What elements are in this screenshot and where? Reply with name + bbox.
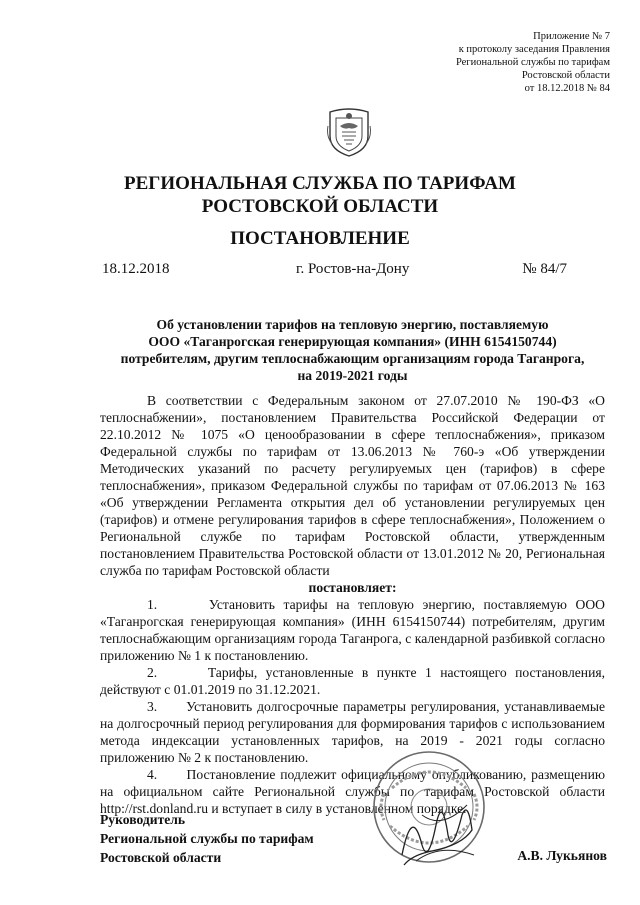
document-body bbox=[100, 392, 605, 817]
signer-title-line: Ростовской области bbox=[100, 850, 222, 865]
agency-name-line2: РОСТОВСКОЙ ОБЛАСТИ bbox=[201, 196, 439, 217]
preamble-paragraph: В соответствии с Федеральным законом от 27.07.2010 № 190-ФЗ «О теплоснабжении», постановлением Правительства Российской Федерации от 22.10.2012 № 1075 «О ценообразовании в сфере теплоснабжения», приказом Федеральной службы по тарифам от 13.06.2013 № 760-э «Об утверждении Методических указаний по расчету регулируемых цен (тарифов) в сфере теплоснабжения», приказом Федеральной службы по тарифам от 07.06.2013 № 163 «Об утверждении Регламента открытия дел об установлении регулируемых цен (тарифов) и отмене регулирования тарифов в сфере теплоснабжения», Положением о Региональной службе по тарифам Ростовской области, утвержденным постановлением Правительства Ростовской области от 13.01.2012 № 20, Региональная служба по тарифам Ростовской области bbox=[100, 393, 605, 578]
appendix-line: Приложение № 7 bbox=[533, 31, 610, 42]
subject-line: на 2019-2021 годы bbox=[297, 368, 408, 383]
appendix-line: Ростовской области bbox=[521, 70, 610, 81]
signer-title bbox=[100, 810, 314, 867]
list-item: 4. Постановление подлежит официальному опубликованию, размещению на официальном сайте Региональной службы по тарифам Ростовской области http://rst.donland.ru и вступает в силу в установленном порядке. bbox=[100, 767, 605, 816]
document-subject bbox=[100, 316, 605, 384]
appendix-line: к протоколу заседания Правления bbox=[458, 44, 610, 55]
list-item: 3. Установить долгосрочные параметры регулирования, устанавливаемые на долгосрочный период регулирования для формирования тарифов с использованием метода индексации установленных тарифов, на 2019 - 2021 годы согласно приложению № 2 к постановлению. bbox=[100, 699, 605, 765]
list-item: 2. Тарифы, установленные в пункте 1 настоящего постановления, действуют с 01.01.2019 по 31.12.2021. bbox=[100, 665, 605, 697]
signer-title-line: Региональной службы по тарифам bbox=[100, 831, 314, 846]
subject-line: потребителям, другим теплоснабжающим организациям города Таганрога, bbox=[120, 351, 585, 366]
handwritten-signature-icon bbox=[392, 785, 482, 875]
document-city: г. Ростов-на-Дону bbox=[296, 261, 410, 277]
document-number: № 84/7 bbox=[522, 261, 567, 277]
document-date: 18.12.2018 bbox=[102, 261, 170, 277]
agency-name bbox=[0, 172, 640, 218]
decree-word: постановляет: bbox=[308, 580, 397, 595]
signer-title-line: Руководитель bbox=[100, 812, 186, 827]
appendix-note bbox=[456, 30, 610, 95]
appendix-line: Региональной службы по тарифам bbox=[455, 57, 610, 68]
coat-of-arms-icon bbox=[326, 106, 372, 158]
agency-name-line1: РЕГИОНАЛЬНАЯ СЛУЖБА ПО ТАРИФАМ bbox=[124, 173, 516, 194]
document-type: ПОСТАНОВЛЕНИЕ bbox=[230, 228, 410, 249]
subject-line: ООО «Таганрогская генерирующая компания» (ИНН 6154150744) bbox=[148, 334, 557, 349]
appendix-line: от 18.12.2018 № 84 bbox=[524, 83, 610, 94]
list-item: 1. Установить тарифы на тепловую энергию, поставляемую ООО «Таганрогская генерирующая компания» (ИНН 6154150744) потребителям, другим теплоснабжающим организациям города Таганрога, с календарной разбивкой согласно приложению № 1 к постановлению. bbox=[100, 597, 605, 663]
subject-line: Об установлении тарифов на тепловую энергию, поставляемую bbox=[156, 317, 549, 332]
signer-name: А.В. Лукьянов bbox=[517, 848, 607, 863]
